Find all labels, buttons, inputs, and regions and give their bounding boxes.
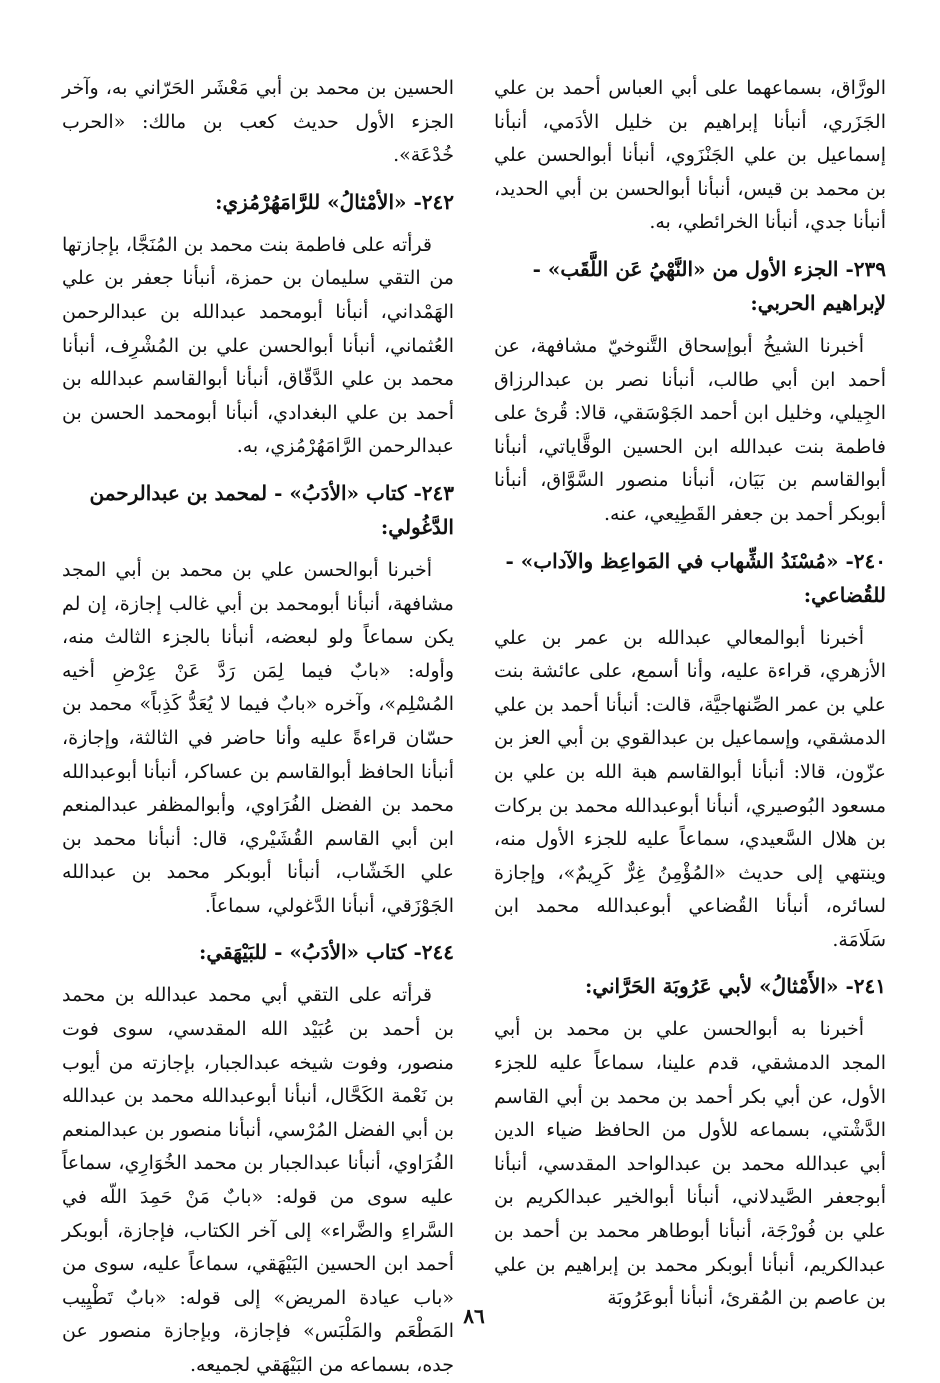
entry-heading-242: ٢٤٢- «الأمْثالُ» للرَّامَهُرْمُزي:	[215, 189, 454, 214]
page-number: ٨٦	[463, 1304, 485, 1328]
entry-paragraph-239: أخبرنا الشيخُ أبوإسحاق التَّنوخيّ مشافهة، عن أحمد ابن أبي طالب، أنبأنا نصر بن عبدالرزاق الجِيلي، وخليل ابن أحمد الجَوْسَقي، قالا: قُرئ على فاطمة بنت عبدالله ابن الحسين الوقَّاياتي، أنبأنا أبوالقاسم بن بَيَان، أنبأنا منصور السَّوَّاق، أنبأنا أبوبكر أحمد بن جعفر القَطِيعي، عنه.	[494, 334, 886, 525]
left-column	[62, 72, 454, 1383]
right-column	[494, 72, 886, 1316]
left-intro-paragraph: الحسين بن محمد بن أبي مَعْشَر الحَرّاني به، وآخر الجزء الأول حديث كعب بن مالك: «الحرب خُدْعَة».	[62, 77, 454, 167]
entry-paragraph-244: قرأته على التقي أبي محمد عبدالله بن محمد بن أحمد بن عُبَيْد الله المقدسي، سوى فوت منصور، وفوت شيخه عبدالجبار، بإجازته من أيوب بن نَعْمة الكَحَّال، أنبأنا أبوعبدالله محمد بن عبدالله بن أبي الفضل المُرْسي، أنبأنا منصور بن عبدالمنعم الفُرَاوي، أنبأنا عبدالجبار بن محمد الخُوَارِي، سماعاً عليه سوى من قوله: «بابٌ مَنْ حَمِدَ اللّه في السَّراءِ والضَّراء» إلى آخر الكتاب، فإجازة، أبوبكر أحمد ابن الحسين البَيْهَقي، سماعاً عليه، سوى من «باب عيادة المريض» إلى قوله: «بابٌ تَطْيِيب المَطْعَم والمَلْبَس» فإجازة، وبإجازة منصور عن جده، بسماعه من البَيْهَقي لجميعه.	[62, 984, 454, 1376]
entry-heading-244: ٢٤٤- كتاب «الأدَبُ» - للبَيْهَقي:	[198, 940, 454, 965]
entry-heading-239: ٢٣٩- الجزء الأول من «النَّهْيُ عَن اللَّقَب» - لإبراهيم الحربي:	[532, 256, 886, 315]
entry-paragraph-243: أخبرنا أبوالحسن علي بن محمد بن أبي المجد مشافهة، أنبأنا أبومحمد بن أبي غالب إجازة، إن لم يكن سماعاً ولو لبعضه، أنبأنا بالجزء الثالث منه، وأوله: «بابٌ فيما لِمَن رَدَّ عَنْ عِرْضِ أخيه المُسْلِم»، وآخره «بابٌ فيما لا يُعَدُّ كَذِباً» محمد بن حسّان قراءةً عليه وأنا حاضر في الثالثة، وإجازة، أنبأنا الحافظ أبوالقاسم بن عساكر، أنبأنا أبوعبدالله محمد بن الفضل الفُرَاوي، وأبوالمظفر عبدالمنعم ابن أبي القاسم القُشَيْري، قال: أنبأنا محمد بن علي الخَشّاب، أنبأنا أبوبكر محمد بن عبدالله الجَوْزَقي، أنبأنا الدَّغولي، سماعاً.	[62, 558, 454, 917]
entry-paragraph-242: قرأته على فاطمة بنت محمد بن المُنَجَّا، بإجازتها من التقي سليمان بن حمزة، أنبأنا جعفر بن علي الهَمْداني، أنبأنا أبومحمد عبدالله بن عبدالرحمن العُثماني، أنبأنا أبوالحسن علي بن المُشْرِف، أنبأنا محمد بن علي الدَّقّاق، أنبأنا أبوالقاسم عبدالله بن أحمد بن علي البغدادي، أنبأنا أبومحمد الحسن بن عبدالرحمن الرَّامَهُرْمُزي، به.	[62, 233, 454, 458]
entry-paragraph-241: أخبرنا به أبوالحسن علي بن محمد بن أبي المجد الدمشقي، قدم علينا، سماعاً عليه للجزء الأول، عن أبي بكر أحمد بن محمد بن أبي القاسم الدَّشْتي، بسماعه للأول من الحافظ ضياء الدين أبي عبدالله محمد بن عبدالواحد المقدسي، أنبأنا أبوجعفر الصَّيدلاني، أنبأنا أبوالخير عبدالكريم بن علي بن فُورْجَة، أنبأنا أبوطاهر محمد بن أحمد بن عبدالكريم، أنبأنا أبوبكر محمد بن إبراهيم بن علي بن عاصم بن المُقرئ، أنبأنا أبوعَرُوبَة	[494, 1018, 886, 1310]
entry-heading-240: ٢٤٠- «مُسْنَدُ الشِّهاب في المَواعِظ والآداب» - للقُضاعي:	[505, 548, 886, 607]
document-page	[62, 72, 886, 1376]
entry-heading-241: ٢٤١- «الأَمْثالُ» لأبي عَرُوبَة الحَرَّاني:	[584, 974, 886, 999]
right-intro-paragraph: الورَّاق، بسماعهما على أبي العباس أحمد بن علي الجَزَري، أنبأنا إبراهيم بن خليل الأدَمي، أنبأنا إسماعيل بن علي الجَنْزَوي، أنبأنا أبوالحسن علي بن محمد بن قيس، أنبأنا أبوالحسن بن أبي الحديد، أنبأنا جدي، أنبأنا الخرائطي، به.	[494, 77, 886, 234]
entry-paragraph-240: أخبرنا أبوالمعالي عبدالله بن عمر بن علي الأزهري، قراءة عليه، وأنا أسمع، على عائشة بنت علي بن عمر الصِّنهاجيَّة، قالت: أنبأنا أحمد بن علي الدمشقي، وإسماعيل بن عبدالقوي بن أبي العز بن عزّون، قالا: أنبأنا أبوالقاسم هبة الله بن علي بن مسعود البُوصيري، أنبأنا أبوعبدالله محمد بن بركات بن هلال السَّعيدي، سماعاً عليه للجزء الأول منه، وينتهي إلى حديث «المُؤْمِنُ غِرٌّ كَرِيمٌ»، وإجازة لسائره، أنبأنا القُضاعي أبوعبدالله محمد ابن سَلَامَة.	[494, 626, 886, 951]
entry-heading-243: ٢٤٣- كتاب «الأدَبُ» - لمحمد بن عبدالرحمن الدَّغُولي:	[89, 480, 454, 539]
